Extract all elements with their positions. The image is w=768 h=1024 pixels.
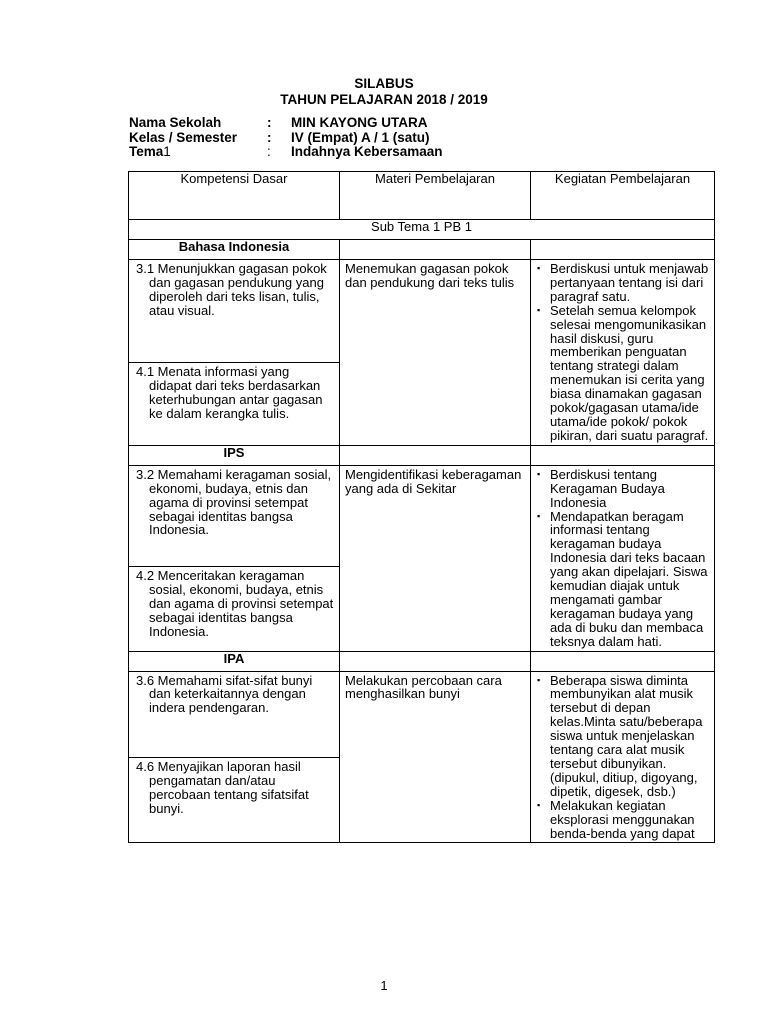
kegiatan-list: [536, 262, 710, 443]
empty-cell: [340, 651, 531, 671]
kd-cell: 3.2 Memahami keragaman sosial, ekonomi, budaya, etnis dan agama di provinsi setempat sebagai identitas bangsa Indonesia.: [129, 465, 340, 566]
list-item: [536, 304, 710, 443]
subject-name: Bahasa Indonesia: [129, 240, 340, 260]
kd-cell: 3.6 Memahami sifat-sifat bunyi dan keterkaitannya dengan indera pendengaran.: [129, 671, 340, 758]
table-row: [129, 671, 715, 758]
header-materi-pembelajaran: Materi Pembelajaran: [340, 172, 531, 220]
subtheme-row: [129, 220, 715, 240]
materi-cell: Melakukan percobaan cara menghasilkan bunyi: [340, 671, 531, 843]
empty-cell: [531, 445, 715, 465]
kegiatan-list: [536, 468, 710, 649]
table-row: [129, 465, 715, 566]
kd-cell: 4.1 Menata informasi yang didapat dari teks berdasarkan keterhubungan antar gagasan ke dalam kerangka tulis.: [129, 362, 340, 445]
subject-name: IPS: [129, 445, 340, 465]
empty-cell: [340, 445, 531, 465]
materi-cell: Mengidentifikasi keberagaman yang ada di Sekitar: [340, 465, 531, 651]
info-value: MIN KAYONG UTARA: [291, 115, 428, 130]
syllabus-table: [128, 171, 715, 843]
subject-row-ipa: [129, 651, 715, 671]
bullet-icon: ▪: [537, 510, 541, 521]
table-header-row: [129, 172, 715, 220]
info-colon: :: [267, 144, 271, 159]
bullet-icon: ▪: [537, 263, 541, 273]
kegiatan-cell: [531, 465, 715, 651]
list-item: [536, 262, 710, 304]
info-colon: :: [267, 115, 272, 130]
subtheme-label: Sub Tema 1 PB 1: [129, 220, 715, 240]
info-label-text: Tema: [129, 144, 164, 159]
kegiatan-cell: [531, 260, 715, 446]
page-number: 1: [380, 978, 388, 993]
list-item: [536, 510, 710, 649]
kegiatan-text: Berdiskusi tentang Keragaman Budaya Indonesia: [550, 466, 665, 510]
kegiatan-text: Berdiskusi untuk menjawab pertanyaan tentang isi dari paragraf satu.: [550, 261, 709, 304]
header-kegiatan-pembelajaran: Kegiatan Pembelajaran: [531, 172, 715, 220]
document-title: SILABUS: [354, 76, 414, 91]
subject-row-bahasa-indonesia: [129, 240, 715, 260]
kd-cell: 3.1 Menunjukkan gagasan pokok dan gagasan pendukung yang diperoleh dari teks lisan, tulis, atau visual.: [129, 260, 340, 363]
bullet-icon: ▪: [537, 304, 541, 315]
info-colon: :: [267, 129, 272, 145]
materi-cell: Menemukan gagasan pokok dan pendukung dari teks tulis: [340, 260, 531, 446]
list-item: [536, 674, 710, 799]
info-label-suffix: 1: [163, 144, 171, 159]
empty-cell: [340, 240, 531, 260]
kegiatan-text: Mendapatkan beragam informasi tentang keragaman budaya Indonesia dari teks bacaan yang akan dipelajari. Siswa kemudian diajak untuk mengamati gambar keragaman budaya yang ada di buku dan membaca teksnya dalam hati.: [550, 508, 708, 649]
list-item: [536, 468, 710, 510]
info-value: Indahnya Kebersamaan: [291, 144, 443, 159]
subject-name: IPA: [129, 651, 340, 671]
list-item: [536, 799, 710, 841]
info-value: IV (Empat) A / 1 (satu): [291, 129, 430, 145]
info-label: Nama Sekolah: [129, 115, 222, 130]
bullet-icon: ▪: [537, 799, 541, 810]
header-kompetensi-dasar: Kompetensi Dasar: [129, 172, 340, 220]
bullet-icon: ▪: [537, 674, 541, 685]
kd-cell: 4.2 Menceritakan keragaman sosial, ekonomi, budaya, etnis dan agama di provinsi setempat sebagai identitas bangsa Indonesia.: [129, 567, 340, 652]
kegiatan-cell: [531, 671, 715, 843]
info-label: Kelas / Semester: [129, 129, 238, 145]
info-label: [129, 145, 171, 160]
empty-cell: [531, 651, 715, 671]
kegiatan-list: [536, 674, 710, 841]
document-subtitle: TAHUN PELAJARAN 2018 / 2019: [280, 92, 488, 107]
bullet-icon: ▪: [537, 468, 541, 479]
subject-row-ips: [129, 445, 715, 465]
kegiatan-text: Melakukan kegiatan eksplorasi menggunakan benda-benda yang dapat: [550, 797, 695, 841]
kd-cell: 4.6 Menyajikan laporan hasil pengamatan dan/atau percobaan tentang sifatsifat bunyi.: [129, 758, 340, 843]
kegiatan-text: Beberapa siswa diminta membunyikan alat musik tersebut di depan kelas.Minta satu/beberapa siswa untuk menjelaskan tentang cara alat musik tersebut dibunyikan. (dipukul, ditiup, digoyang, dipetik, digesek, dsb.): [550, 672, 703, 799]
empty-cell: [531, 240, 715, 260]
table-row: [129, 260, 715, 363]
kegiatan-text: Setelah semua kelompok selesai mengomunikasikan hasil diskusi, guru memberikan penguatan tentang strategi dalam menemukan isi cerita yang biasa dinamakan gagasan pokok/gagasan utama/ide utama/ide pokok/ pokok pikiran, dari suatu paragraf.: [550, 302, 709, 443]
